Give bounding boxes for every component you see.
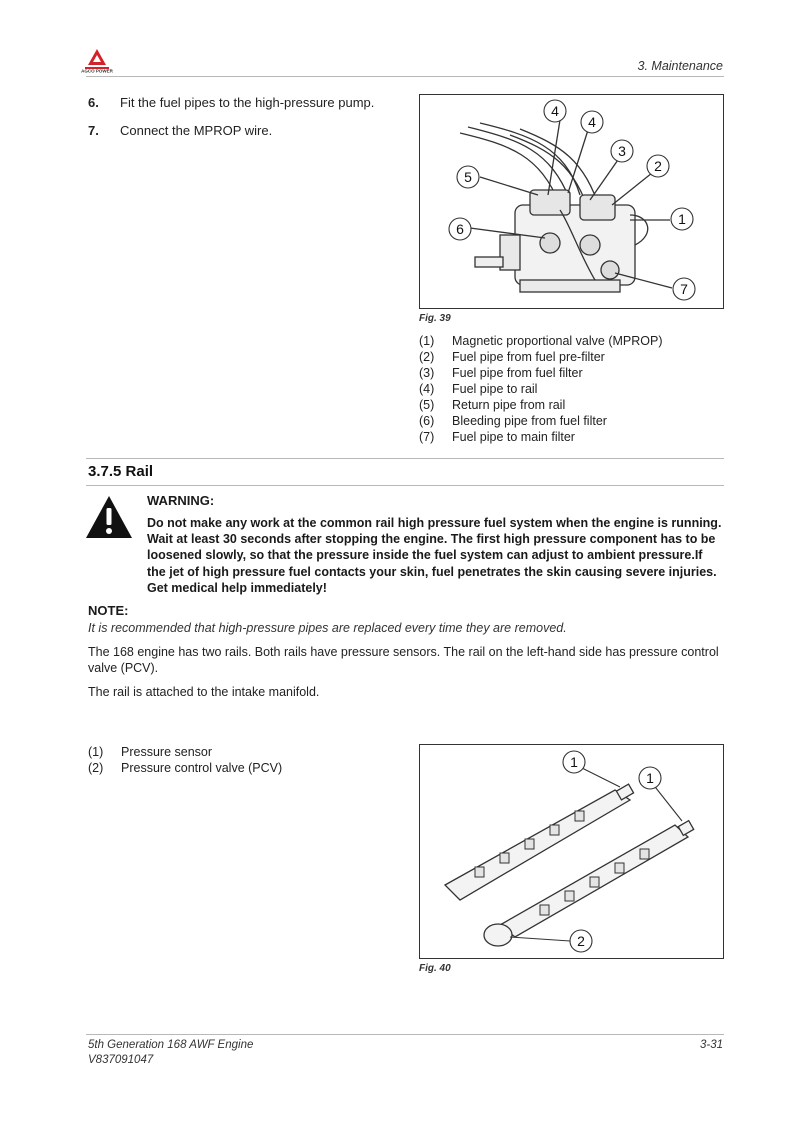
section-heading: 3.7.5 Rail [88, 463, 154, 480]
legend-item [88, 760, 282, 776]
legend-item [419, 397, 663, 413]
legend-item [419, 365, 663, 381]
legend-item [419, 349, 663, 365]
warning-title: WARNING: [147, 493, 215, 508]
callout-label: 4 [588, 114, 596, 130]
legend-item [88, 744, 282, 760]
callout-label: 5 [464, 169, 472, 185]
legend-text: Return pipe from rail [452, 398, 566, 412]
figure-39-high-pressure-pump [419, 94, 724, 309]
callout-label: 1 [570, 754, 578, 770]
callout-label: 7 [680, 281, 688, 297]
callout-label: 4 [551, 103, 559, 119]
figure-40-caption: Fig. 40 [419, 963, 451, 974]
legend-key: (1) [419, 334, 435, 348]
legend-key: (7) [419, 430, 435, 444]
warning-text: Do not make any work at the common rail high pressure fuel system when the engine is running. Wait at least 30 seconds after stopping the engine. The first high pressure component has to be loosened slowly, so that the pressure inside the fuel system can adjust to ambient pressure.If the jet of high pressure fuel contacts your skin, fuel penetrates the skin causing severe injuries. Get medical help immediately! [147, 516, 722, 595]
footer-code: V837091047 [88, 1054, 154, 1066]
warning-icon [85, 495, 133, 539]
legend-key: (5) [419, 398, 435, 412]
step-item [88, 123, 272, 138]
callout-label: 6 [456, 221, 464, 237]
logo-text: AGCO POWER [81, 68, 113, 74]
footer-rule [86, 1034, 724, 1035]
legend-item [419, 333, 663, 349]
callout-label: 3 [618, 143, 626, 159]
legend-text: Pressure sensor [121, 745, 213, 759]
legend-text: Magnetic proportional valve (MPROP) [452, 334, 663, 348]
step-text: Fit the fuel pipes to the high-pressure pump. [120, 95, 375, 110]
header-rule [86, 76, 724, 77]
legend-item [419, 429, 663, 445]
step-number: 7. [88, 123, 99, 138]
callout-label: 1 [646, 770, 654, 786]
note-text: It is recommended that high-pressure pipes are replaced every time they are removed. [88, 621, 567, 635]
body-paragraph: The rail is attached to the intake manifold. [88, 685, 320, 699]
legend-key: (4) [419, 382, 435, 396]
body-paragraph: The 168 engine has two rails. Both rails have pressure sensors. The rail on the left-hand side has pressure control valve (PCV). [88, 645, 719, 675]
legend-text: Fuel pipe to rail [452, 382, 538, 396]
legend-text: Fuel pipe from fuel pre-filter [452, 350, 605, 364]
section-rule-bottom [86, 485, 724, 486]
legend-key: (1) [88, 745, 104, 759]
callout-label: 2 [577, 933, 585, 949]
figure-40-fuel-rails [419, 744, 724, 959]
legend-item [419, 381, 663, 397]
legend-key: (3) [419, 366, 435, 380]
step-number: 6. [88, 95, 99, 110]
footer-title: 5th Generation 168 AWF Engine [88, 1039, 254, 1051]
figure-39-caption: Fig. 39 [419, 313, 451, 324]
figure-39-legend [419, 333, 663, 445]
legend-item [419, 413, 663, 429]
callout-label: 2 [654, 158, 662, 174]
figure-40-legend [88, 744, 282, 776]
section-title: 3. Maintenance [637, 59, 723, 73]
legend-key: (2) [88, 761, 104, 775]
page-number: 3-31 [699, 1039, 723, 1051]
rails-illustration [420, 745, 723, 958]
pump-illustration [420, 95, 723, 308]
callout-label: 1 [678, 211, 686, 227]
step-text: Connect the MPROP wire. [120, 123, 273, 138]
legend-text: Pressure control valve (PCV) [121, 761, 283, 775]
section-rule-top [86, 458, 724, 459]
legend-key: (2) [419, 350, 435, 364]
legend-text: Bleeding pipe from fuel filter [452, 414, 607, 428]
agco-power-logo [81, 48, 113, 76]
legend-text: Fuel pipe to main filter [452, 430, 575, 444]
note-title: NOTE: [88, 603, 129, 618]
legend-text: Fuel pipe from fuel filter [452, 366, 583, 380]
legend-key: (6) [419, 414, 435, 428]
step-item [88, 95, 374, 110]
